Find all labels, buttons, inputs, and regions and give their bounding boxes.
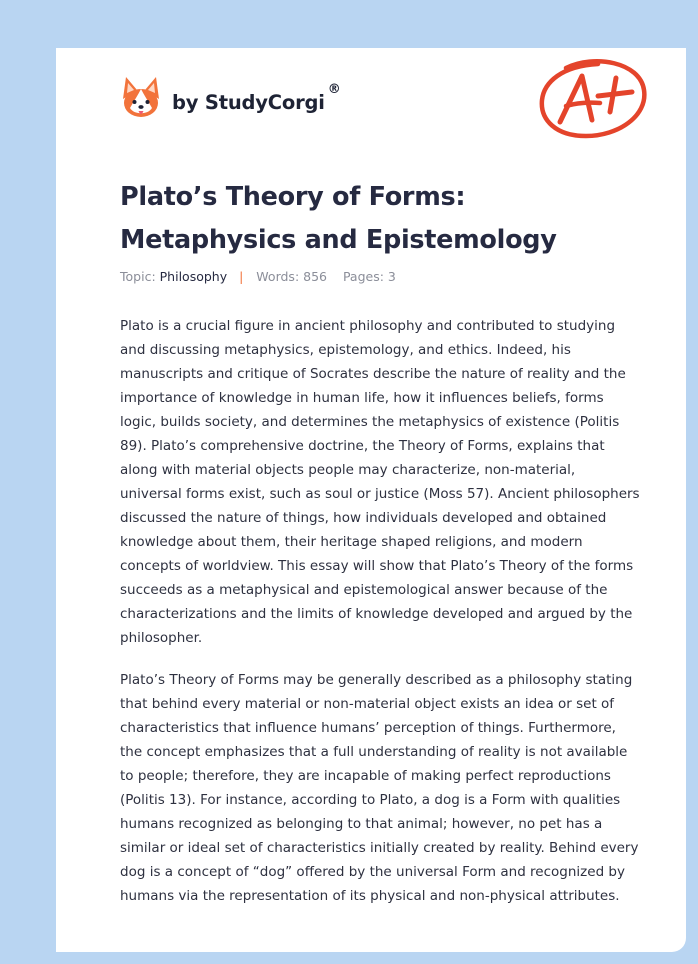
meta-separator: |	[239, 269, 244, 284]
essay-paragraph-2: Plato’s Theory of Forms may be generally described as a philosophy stating that behind every material or non-material object exists an idea or set of characteristics that influence humans’ perception of things. Furthermore, the concept emphasizes that a full understanding of reality is not available to people; therefore, they are incapable of making perfect reproductions (Politis 13). For instance, according to Plato, a dog is a Form with qualities humans recognized as belonging to that animal; however, no pet has a similar or ideal set of characteristics initially created by reality. Behind every dog is a concept of “dog” offered by the universal Form and recognized by humans via the representation of its physical and non-physical attributes.	[120, 672, 639, 904]
brand-name: by StudyCorgi	[172, 90, 325, 114]
corgi-icon	[120, 75, 162, 121]
essay-title: Plato’s Theory of Forms: Metaphysics and Epistemology	[120, 182, 557, 255]
essay-meta	[120, 269, 396, 284]
a-plus-grade-icon	[536, 56, 652, 142]
essay-body	[120, 314, 640, 926]
word-count: Words: 856	[256, 269, 327, 284]
topic-link[interactable]: Philosophy	[159, 269, 228, 284]
essay-paragraph-1: Plato is a crucial figure in ancient philosophy and contributed to studying and discussing metaphysics, epistemology, and ethics. Indeed, his manuscripts and critique of Socrates describe the nature of reality and the importance of knowledge in human life, how it influences beliefs, forms logic, builds society, and determines the metaphysics of existence (Politis 89). Plato’s comprehensive doctrine, the Theory of Forms, explains that along with material objects people may characterize, non-material, universal forms exist, such as soul or justice (Moss 57). Ancient philosophers discussed the nature of things, how individuals developed and obtained knowledge about them, their heritage shaped religions, and modern concepts of worldview. This essay will show that Plato’s Theory of the forms succeeds as a metaphysical and epistemological answer because of the characterizations and the limits of knowledge developed and argued by the philosopher.	[120, 318, 640, 646]
essay-page	[56, 48, 686, 952]
topic-label: Topic:	[120, 269, 156, 284]
registered-mark: ®	[327, 81, 341, 97]
page-count: Pages: 3	[342, 269, 396, 284]
studycorgi-logo[interactable]	[120, 74, 341, 122]
